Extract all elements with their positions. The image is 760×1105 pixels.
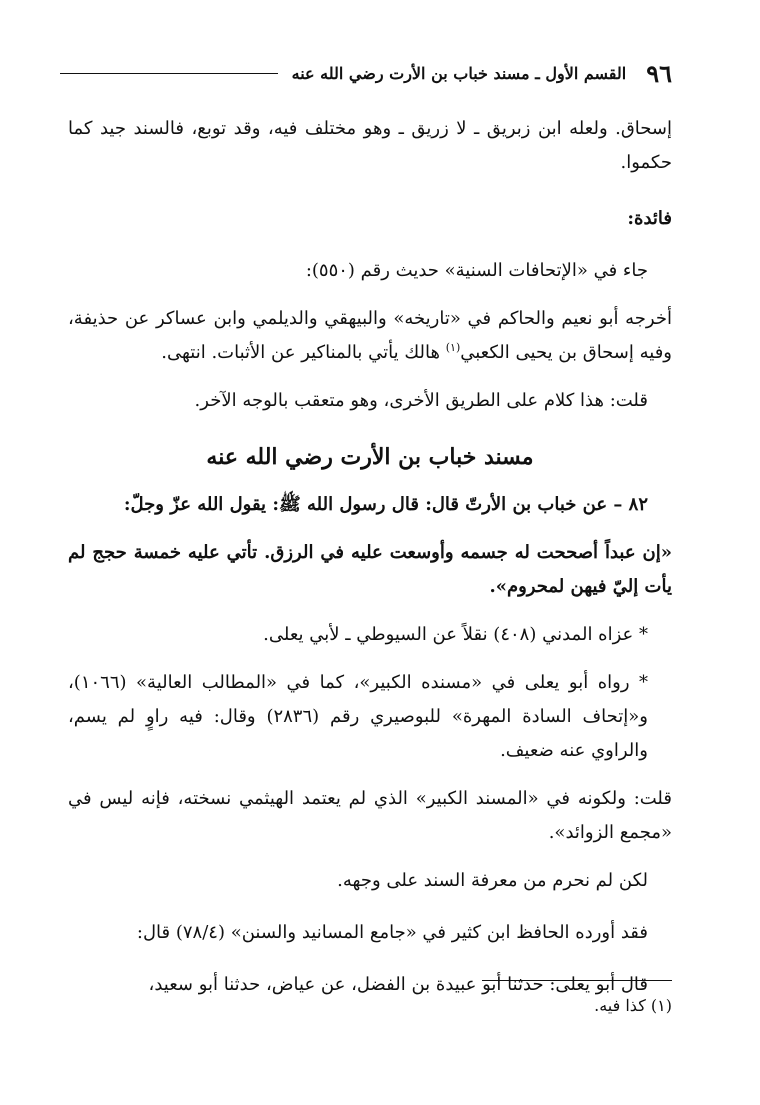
paragraph-ibn-kathir: فقد أورده الحافظ ابن كثير في «جامع المسانيد والسنن» (٧٨/٤) قال: <box>136 922 648 943</box>
section-title: مسند خباب بن الأرت رضي الله عنه <box>206 444 534 470</box>
paragraph-sanad: لكن لم نحرم من معرفة السند على وجهه. <box>337 870 648 891</box>
hadith-matn: «إن عبداً أصححت له جسمه وأوسعت عليه في الرزق. تأتي عليه خمسة حجج لم يأت إليّ فيهن لمحروم». <box>68 542 672 597</box>
paragraph-takhrij <box>68 302 672 370</box>
paragraph-comment: قلت: هذا كلام على الطريق الأخرى، وهو متعقب بالوجه الآخر. <box>194 390 648 411</box>
paragraph-attribution: * عزاه المدني (٤٠٨) نقلاً عن السيوطي ـ لأبي يعلى. <box>263 624 648 645</box>
footnote <box>594 996 672 1015</box>
footnote-ref: (١) <box>445 341 461 354</box>
paragraph-abu-yala: قال أبو يعلى: حدثنا أبو عبيدة بن الفضل، عن عياض، حدثنا أبو سعيد، <box>148 974 648 995</box>
page-number: ٩٦ <box>646 58 672 88</box>
footnote-marker: (١) <box>650 996 672 1015</box>
faida-heading: فائدة: <box>627 208 672 229</box>
footnote-text: كذا فيه. <box>594 996 651 1015</box>
main-text <box>68 112 672 1002</box>
page-header <box>60 58 672 88</box>
paragraph-note: قلت: ولكونه في «المسند الكبير» الذي لم يعتمد الهيثمي نسخته، فإنه ليس في «مجمع الزوائد». <box>68 788 672 843</box>
takhrij-text-b: هالك يأتي بالمناكير عن الأثبات. انتهى. <box>161 342 446 363</box>
header-rule <box>60 73 278 74</box>
paragraph-narration: * رواه أبو يعلى في «مسنده الكبير»، كما في «المطالب العالية» (١٠٦٦)، و«إتحاف السادة المهرة» للبوصيري رقم (٢٨٣٦) وقال: فيه راوٍ لم يسم، والراوي عنه ضعيف. <box>68 672 648 761</box>
paragraph-quote-intro: جاء في «الإتحافات السنية» حديث رقم (٥٥٠): <box>305 260 648 281</box>
footnote-rule <box>482 980 672 981</box>
running-title: القسم الأول ـ مسند خباب بن الأرت رضي الله عنه <box>291 63 627 83</box>
hadith-isnad: ٨٢ – عن خباب بن الأرتّ قال: قال رسول الله ﷺ: يقول الله عزّ وجلّ: <box>123 494 648 515</box>
takhrij-text-a: أخرجه أبو نعيم والحاكم في «تاريخه» والبيهقي والديلمي وابن عساكر عن حذيفة، وفيه إسحاق بن يحيى الكعبي <box>68 308 672 363</box>
paragraph-continuation: إسحاق. ولعله ابن زبريق ـ لا زريق ـ وهو مختلف فيه، وقد توبع، فالسند جيد كما حكموا. <box>68 118 672 173</box>
